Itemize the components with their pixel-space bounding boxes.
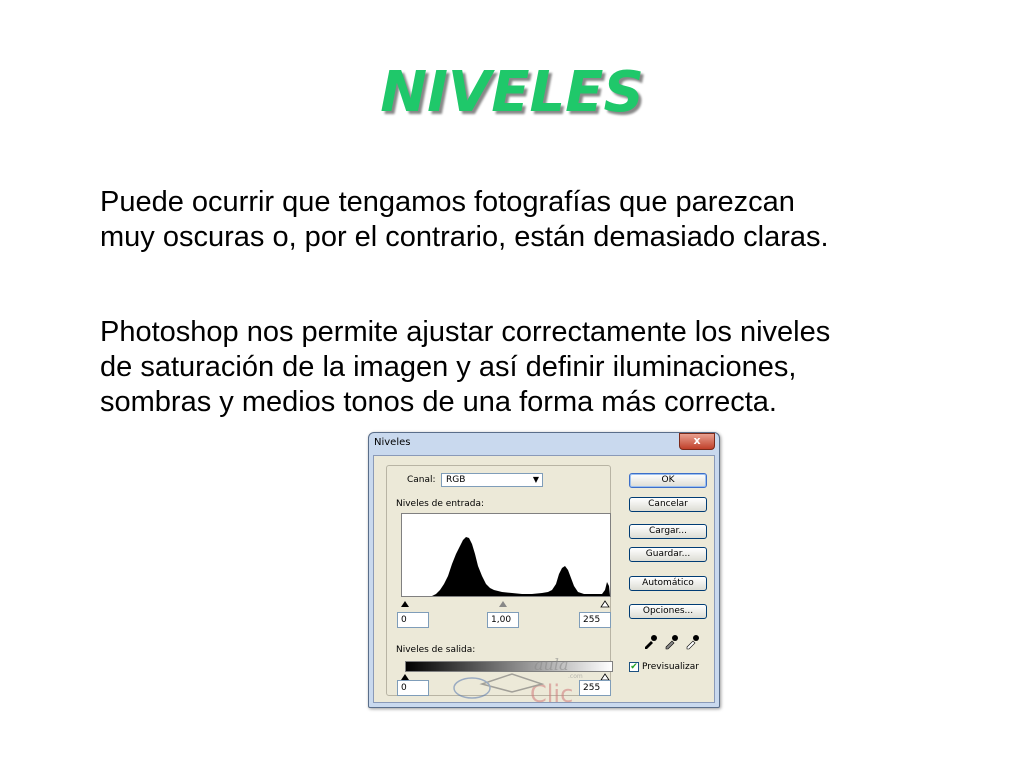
- channel-select[interactable]: [441, 473, 543, 487]
- input-gamma-field[interactable]: 1,00: [487, 612, 519, 628]
- cancel-button[interactable]: Cancelar: [629, 497, 707, 512]
- aulaclic-watermark: [442, 656, 592, 711]
- photoshop-line-2: de saturación de la imagen y así definir iluminaciones,: [100, 351, 797, 383]
- white-eyedropper-icon[interactable]: [684, 634, 700, 650]
- black-eyedropper-icon[interactable]: [642, 634, 658, 650]
- dialog-titlebar: [369, 433, 719, 455]
- intro-line-2: muy oscuras o, por el contrario, están demasiado claras.: [100, 221, 829, 253]
- preview-checkbox[interactable]: [629, 662, 639, 672]
- input-slider[interactable]: [399, 599, 611, 609]
- channel-value: RGB: [446, 475, 466, 485]
- auto-button[interactable]: Automático: [629, 576, 707, 591]
- channel-label: Canal:: [407, 475, 436, 485]
- checkmark-icon: ✔: [630, 662, 638, 672]
- white-point-handle[interactable]: [601, 601, 609, 607]
- gamma-handle[interactable]: [499, 601, 507, 607]
- black-point-handle[interactable]: [401, 601, 409, 607]
- input-black-field[interactable]: 0: [397, 612, 429, 628]
- levels-dialog-screenshot: [368, 432, 720, 708]
- load-button[interactable]: Cargar...: [629, 524, 707, 539]
- photoshop-line-1: Photoshop nos permite ajustar correctamente los niveles: [100, 316, 831, 348]
- output-levels-label: Niveles de salida:: [396, 645, 476, 655]
- output-white-field[interactable]: 255: [579, 680, 611, 696]
- gray-eyedropper-icon[interactable]: [663, 634, 679, 650]
- histogram-graph: [402, 514, 610, 596]
- input-levels-label: Niveles de entrada:: [396, 499, 485, 509]
- dialog-client-area: [373, 455, 715, 708]
- intro-line-1: Puede ocurrir que tengamos fotografías que parezcan: [100, 186, 795, 218]
- histogram: [401, 513, 611, 597]
- save-button[interactable]: Guardar...: [629, 547, 707, 562]
- close-button[interactable]: x: [679, 433, 715, 450]
- ok-button[interactable]: OK: [629, 473, 707, 488]
- input-white-field[interactable]: 255: [579, 612, 611, 628]
- options-button[interactable]: Opciones...: [629, 604, 707, 619]
- watermark-top: aula: [534, 656, 569, 674]
- preview-label: Previsualizar: [642, 662, 699, 672]
- watermark-bottom: Clic: [530, 680, 574, 708]
- intro-paragraph: [100, 185, 980, 255]
- chevron-down-icon: ▼: [532, 475, 539, 484]
- photoshop-line-3: sombras y medios tonos de una forma más correcta.: [100, 386, 777, 418]
- mouse-icon: [454, 678, 490, 698]
- slide-title: NIVELES: [380, 60, 644, 125]
- watermark-com: .com: [568, 673, 583, 680]
- dialog-title: Niveles: [374, 437, 411, 448]
- photoshop-paragraph: [100, 315, 980, 420]
- output-black-field[interactable]: 0: [397, 680, 429, 696]
